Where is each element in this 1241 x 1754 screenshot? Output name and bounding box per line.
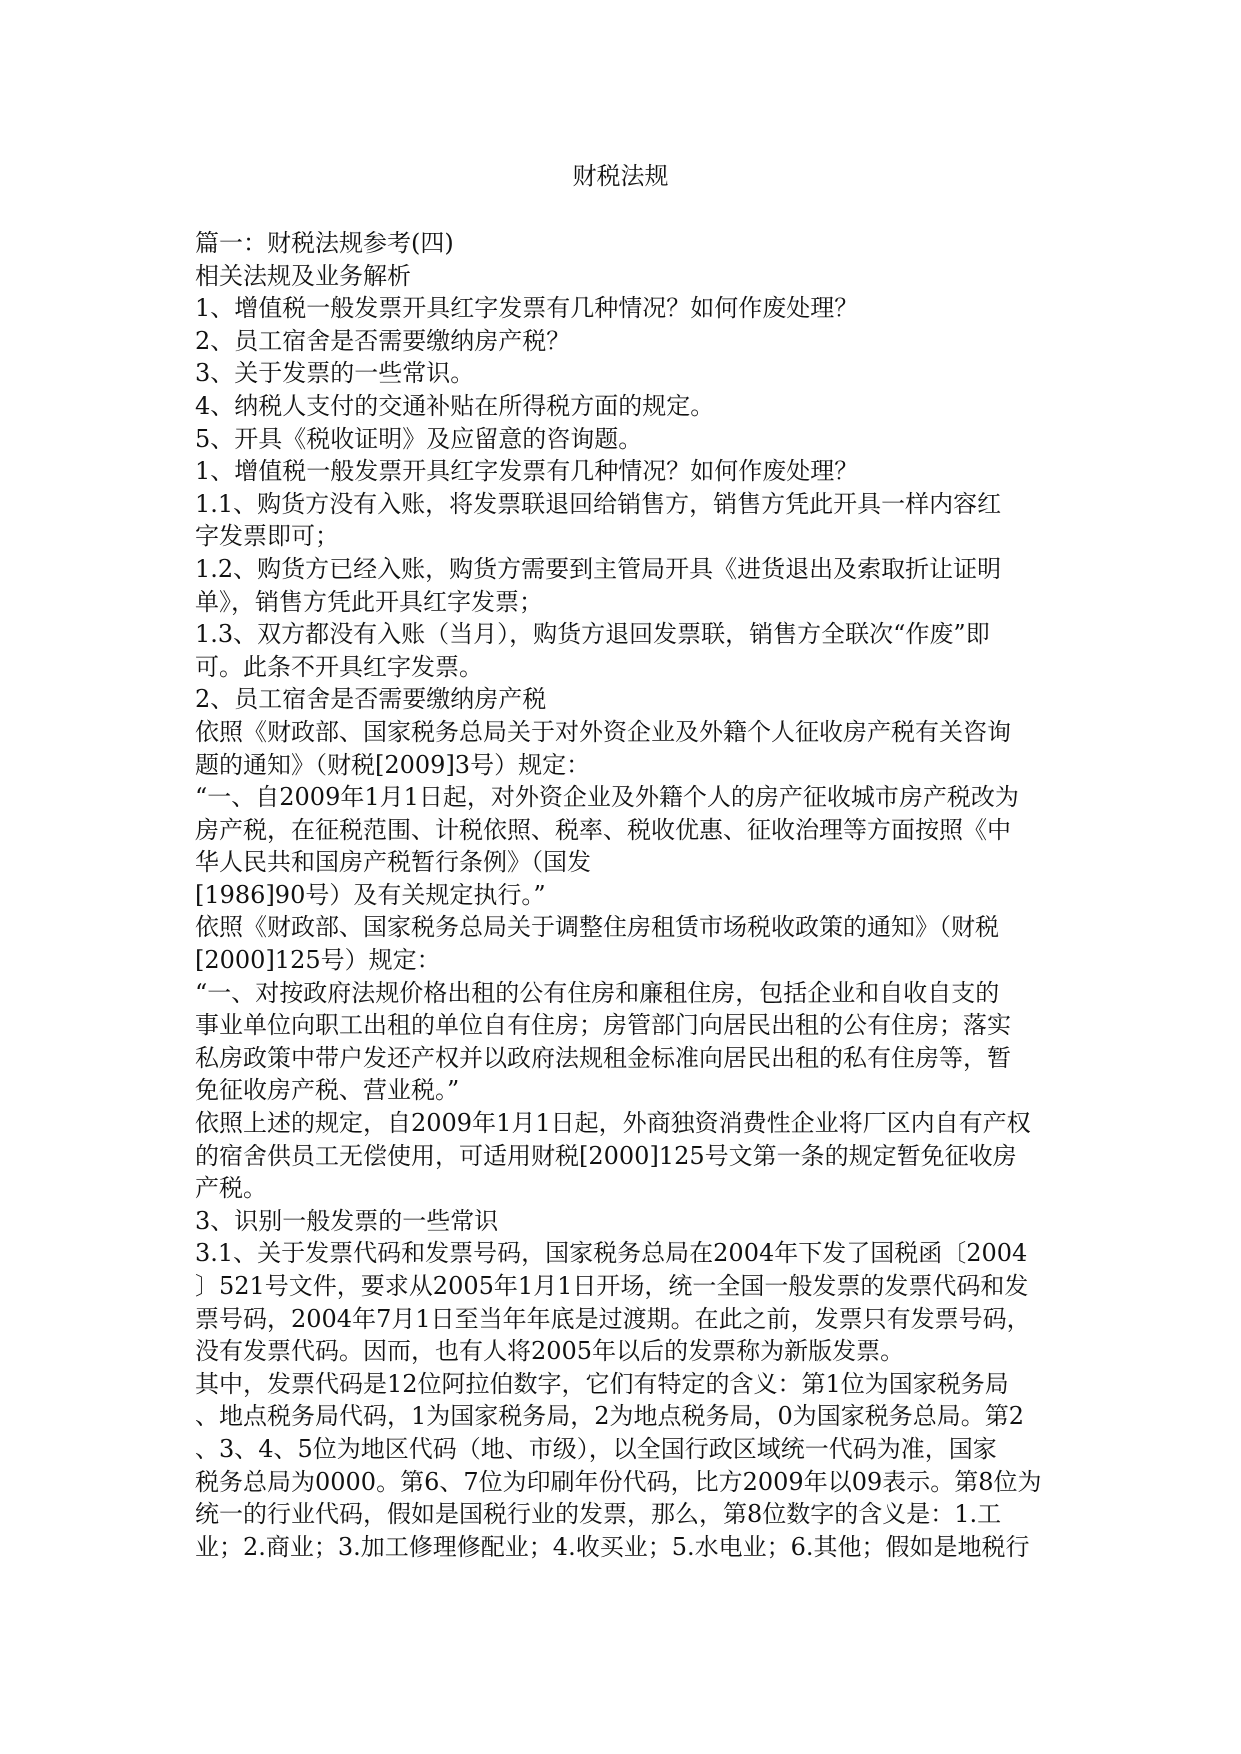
paragraph: 依照《财政部、国家税务总局关于调整住房租赁市场税收政策的通知》（财税 [2000]125号）规定： [195,913,999,975]
paragraph: 2、员工宿舍是否需要缴纳房产税？ [195,326,571,355]
paragraph: 1.1、购货方没有入账，将发票联退回给销售方，销售方凭此开具一样内容红 字发票即可； [195,489,1002,551]
paragraph: 1.3、双方都没有入账（当月），购货方退回发票联，销售方全联次“作废”即 可。此条不开具红字发票。 [195,620,990,681]
paragraph: 1.2、购货方已经入账，购货方需要到主管局开具《进货退出及索取折让证明 单》，销售方凭此开具红字发票； [195,554,1002,616]
paragraph: 1、增值税一般发票开具红字发票有几种情况？如何作废处理？ [195,294,859,323]
paragraph: “一、对按政府法规价格出租的公有住房和廉租住房，包括企业和自收自支的 事业单位向职工出租的单位自有住房；房管部门向居民出租的公有住房；落实 私房政策中带户发还产权并以政府法规租金标准向居民出租的私有住房等，暂 免征收房产税、营业税。” [195,978,1011,1105]
paragraph: 依照上述的规定，自2009年1月1日起，外商独资消费性企业将厂区内自有产权 的宿舍供员工无偿使用，可适用财税[2000]125号文第一条的规定暂免征收房 产税。 [195,1109,1031,1203]
paragraph: 1、增值税一般发票开具红字发票有几种情况？如何作废处理？ [195,457,859,486]
paragraph: “一、自2009年1月1日起，对外资企业及外籍个人的房产征收城市房产税改为 房产税，在征税范围、计税依照、税率、税收优惠、征收治理等方面按照《中 华人民共和国房产税暂行条例》（国发 [1986]90号）及有关规定执行。” [195,783,1019,909]
paragraph: 5、开具《税收证明》及应留意的咨询题。 [195,424,643,453]
paragraph: 2、员工宿舍是否需要缴纳房产税 [195,685,547,714]
paragraph: 4、纳税人支付的交通补贴在所得税方面的规定。 [195,391,715,420]
paragraph: 篇一：财税法规参考(四) [195,229,454,257]
paragraph: 3、关于发票的一些常识。 [195,359,475,388]
paragraph: 3、识别一般发票的一些常识 [195,1206,499,1235]
document-body [195,227,1055,1563]
paragraph: 相关法规及业务解析 [195,261,411,290]
paragraph: 3.1、关于发票代码和发票号码，国家税务总局在2004年下发了国税函〔2004 〕521号文件，要求从2005年1月1日开场，统一全国一般发票的发票代码和发 票号码，2004年7月1日至当年年底是过渡期。在此之前，发票只有发票号码， 没有发票代码。因而，也有人将2005年以后的发票称为新版发票。 [195,1239,1031,1366]
paragraph: 其中，发票代码是12位阿拉伯数字，它们有特定的含义：第1位为国家税务局 、地点税务局代码，1为国家税务局，2为地点税务局，0为国家税务总局。第2 、3、4、5位为地区代码（地、市级），以全国行政区域统一代码为准，国家 税务总局为0000。第6、7位为印刷年份代码，比方2009年以09表示。第8位为 统一的行业代码，假如是国税行业的发票，那么，第8位数字的含义是：1.工 业；2.商业；3.加工修理修配业；4.收买业；5.水电业；6.其他；假如是地税行 [195,1369,1042,1561]
paragraph: 依照《财政部、国家税务总局关于对外资企业及外籍个人征收房产税有关咨询 题的通知》（财税[2009]3号）规定： [195,717,1011,779]
document-title: 财税法规 [572,162,669,190]
